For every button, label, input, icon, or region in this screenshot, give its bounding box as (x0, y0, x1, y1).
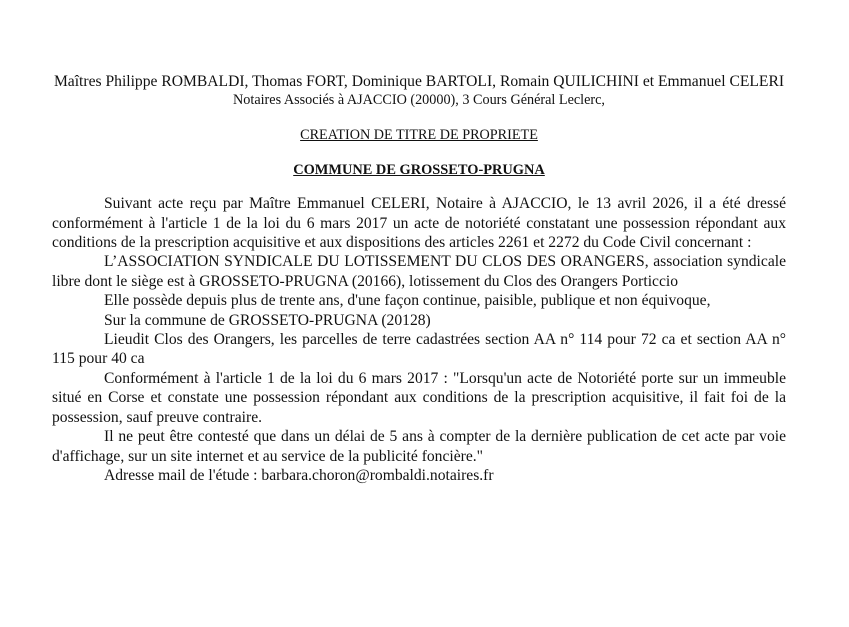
notice-body (52, 194, 786, 485)
notaries-address: Notaires Associés à AJACCIO (20000), 3 Cours Général Leclerc, (233, 92, 605, 109)
document-type-text: CREATION DE TITRE DE PROPRIETE (300, 127, 538, 144)
paragraph-deed: Suivant acte reçu par Maître Emmanuel CELERI, Notaire à AJACCIO, le 13 avril 2026, il a été dressé conformément à l'article 1 de la loi du 6 mars 2017 un acte de notoriété constatant une possession répondant aux conditions de la prescription acquisitive et aux dispositions des articles 2261 et 2272 du Code Civil concernant : (52, 195, 786, 252)
paragraph-association: L’ASSOCIATION SYNDICALE DU LOTISSEMENT DU CLOS DES ORANGERS, association syndicale libre dont le siège est à GROSSETO-PRUGNA (20166), lotissement du Clos des Orangers Porticcio (52, 253, 786, 290)
commune-text: COMMUNE DE GROSSETO-PRUGNA (293, 161, 545, 178)
paragraph-email: Adresse mail de l'étude : barbara.choron@rombaldi.notaires.fr (104, 466, 494, 484)
notaries-names: Maîtres Philippe ROMBALDI, Thomas FORT, Dominique BARTOLI, Romain QUILICHINI et Emmanuel CELERI (53, 73, 785, 90)
paragraph-commune: Sur la commune de GROSSETO-PRUGNA (20128) (104, 311, 431, 329)
paragraph-parcels: Lieudit Clos des Orangers, les parcelles de terre cadastrées section AA n° 114 pour 72 ca et section AA n° 115 pour 40 ca (52, 331, 786, 368)
notice-document (52, 72, 786, 485)
document-type-title (52, 126, 786, 145)
paragraph-contest-delay: Il ne peut être contesté que dans un délai de 5 ans à compter de la dernière publication de cet acte par voie d'affichage, sur un site internet et au service de la publicité foncière." (52, 428, 786, 465)
commune-title (52, 161, 786, 180)
paragraph-law-quote: Conformément à l'article 1 de la loi du 6 mars 2017 : "Lorsqu'un acte de Notoriété porte sur un immeuble situé en Corse et constate une possession répondant aux conditions de la prescription acquisitive, il fait foi de la possession, sauf preuve contraire. (52, 369, 786, 426)
paragraph-possession: Elle possède depuis plus de trente ans, d'une façon continue, paisible, publique et non équivoque, (104, 292, 711, 310)
